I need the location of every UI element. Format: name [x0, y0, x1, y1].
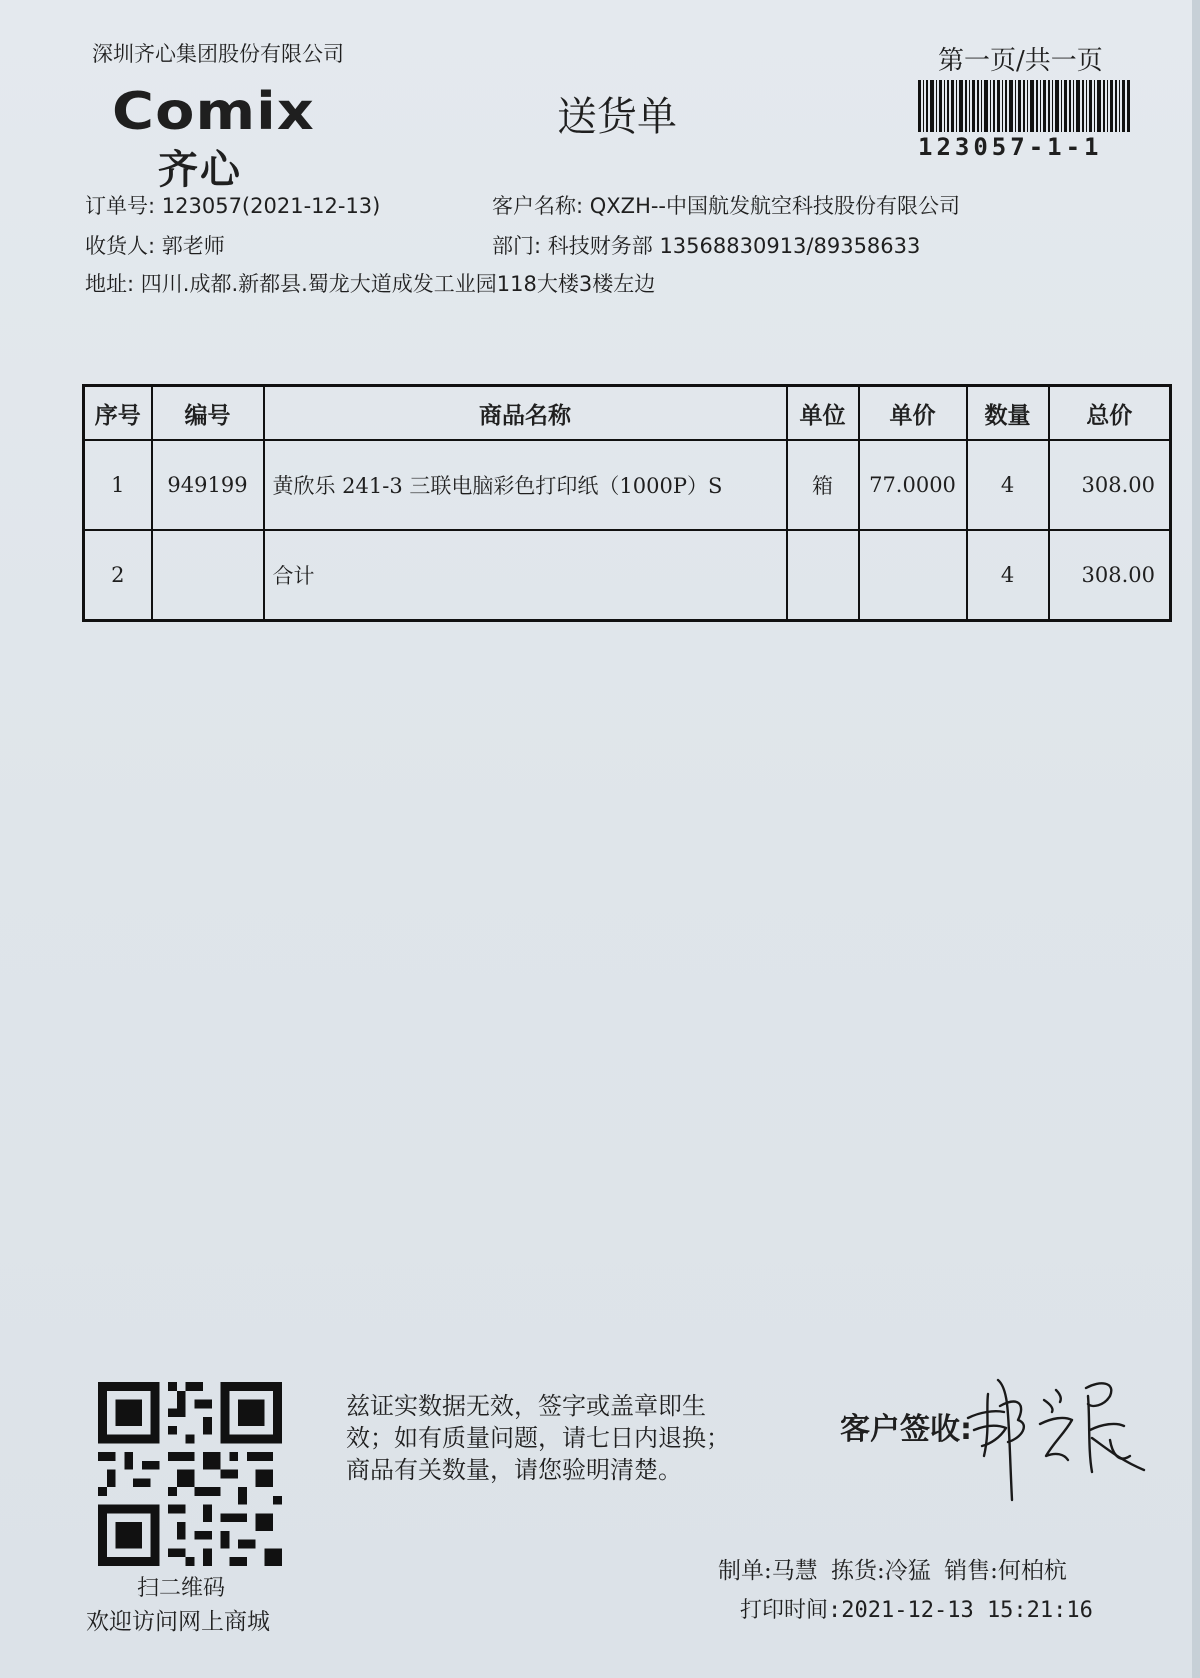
page-number: 第一页/共一页: [938, 46, 1103, 76]
barcode-number: 123057-1-1: [918, 133, 1103, 161]
receiver: [85, 230, 225, 260]
cell-unit: 箱: [787, 440, 859, 530]
header-unit-price: 单价: [859, 386, 967, 441]
order-value: 123057(2021-12-13): [161, 194, 381, 218]
address: [85, 268, 655, 298]
staff-info: 制单:马慧 拣货:冷猛 销售:何柏杭: [718, 1558, 1067, 1584]
cell-code: 949199: [152, 440, 264, 530]
qr-code: [98, 1382, 282, 1566]
header-unit: 单位: [787, 386, 859, 441]
table-header-row: [84, 386, 1171, 441]
qr-caption-scan: 扫二维码: [137, 1576, 226, 1601]
order-label: 订单号:: [85, 194, 156, 218]
customer-value: QXZH--中国航发航空科技股份有限公司: [589, 194, 961, 218]
cell-unit-price: [859, 530, 967, 621]
order-number: [85, 190, 380, 220]
department: [492, 230, 920, 260]
address-label: 地址:: [85, 272, 135, 296]
items-table: [82, 384, 1172, 622]
logo-cn: 齐心: [158, 147, 242, 193]
cell-code: [152, 530, 264, 621]
receiver-label: 收货人:: [85, 234, 156, 258]
header-product: 商品名称: [264, 386, 787, 441]
print-time: 打印时间:2021-12-13 15:21:16: [740, 1598, 1093, 1623]
cell-total: 308.00: [1049, 530, 1171, 621]
cell-product: 合计: [264, 530, 787, 621]
cell-product: 黄欣乐 241-3 三联电脑彩色打印纸（1000P）S: [264, 440, 787, 530]
cell-seq: 2: [84, 530, 152, 621]
cell-unit: [787, 530, 859, 621]
logo-en: Comix: [112, 82, 315, 142]
header-code: 编号: [152, 386, 264, 441]
customer-name: [492, 190, 960, 220]
cell-quantity: 4: [967, 440, 1049, 530]
barcode: [918, 80, 1130, 132]
address-value: 四川.成都.新都县.蜀龙大道成发工业园118大楼3楼左边: [140, 272, 656, 296]
handwritten-signature: [960, 1360, 1150, 1510]
dept-value: 科技财务部 13568830913/89358633: [547, 234, 921, 258]
customer-sign-label: 客户签收:: [840, 1412, 972, 1447]
cell-quantity: 4: [967, 530, 1049, 621]
cell-seq: 1: [84, 440, 152, 530]
company-name: 深圳齐心集团股份有限公司: [92, 42, 344, 66]
header-total: 总价: [1049, 386, 1171, 441]
receiver-value: 郭老师: [161, 234, 225, 258]
notice-text: 兹证实数据无效，签字或盖章即生效；如有质量问题，请七日内退换；商品有关数量，请您验明清楚。: [346, 1392, 730, 1484]
cell-unit-price: 77.0000: [859, 440, 967, 530]
header-quantity: 数量: [967, 386, 1049, 441]
cell-total: 308.00: [1049, 440, 1171, 530]
customer-label: 客户名称:: [492, 194, 584, 218]
table-row: [84, 440, 1171, 530]
header-seq: 序号: [84, 386, 152, 441]
document-title: 送货单: [557, 94, 677, 140]
qr-caption-store: 欢迎访问网上商城: [86, 1609, 270, 1635]
dept-label: 部门:: [492, 234, 542, 258]
table-row: [84, 530, 1171, 621]
